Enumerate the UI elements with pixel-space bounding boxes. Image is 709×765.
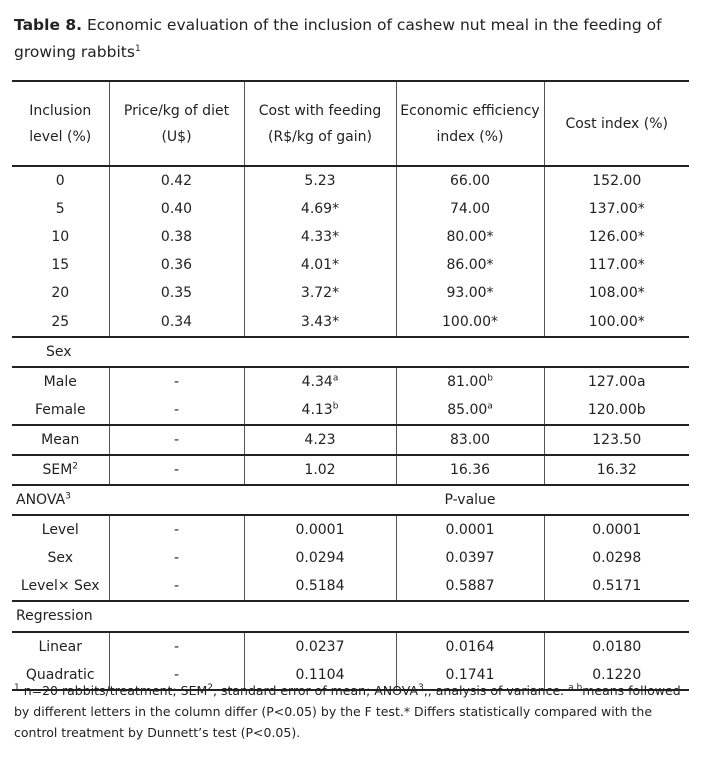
caption-text: Economic evaluation of the inclusion of cashew nut meal in the feeding of growing rabbits [14, 16, 662, 61]
cell-cost-sup: b [332, 401, 339, 412]
section-label-sex-text: Sex [46, 343, 72, 360]
cell-efficiency: 83.00 [396, 425, 544, 455]
cell-index: 127.00a [544, 367, 689, 396]
cell-efficiency: 80.00* [396, 223, 544, 251]
cell-price: 0.38 [109, 223, 244, 251]
table-row-male [12, 367, 689, 396]
cell-efficiency [396, 367, 544, 396]
cell-efficiency-value: 81.00 [447, 373, 488, 390]
cell-label: Level [12, 515, 109, 544]
cell-cost: 0.0237 [244, 632, 396, 661]
cell-efficiency: 93.00* [396, 279, 544, 307]
cell-cost: 4.69* [244, 195, 396, 223]
cell-efficiency: 0.0164 [396, 632, 544, 661]
cell-index: 0.0298 [544, 544, 689, 572]
cell-label-text: SEM [42, 461, 73, 478]
cell-efficiency: 0.0001 [396, 515, 544, 544]
cell-price: - [109, 425, 244, 455]
cell-index: 108.00* [544, 279, 689, 307]
section-label-anova [12, 485, 396, 515]
cell-label: Male [12, 367, 109, 396]
cell-index: 100.00* [544, 307, 689, 336]
section-label-anova-sup: 3 [65, 491, 71, 502]
cell-cost: 0.5184 [244, 572, 396, 601]
cell-label: Female [34, 401, 86, 418]
header-price: Price/kg of diet (U$) [109, 81, 244, 166]
cell-price: 0.34 [109, 307, 244, 336]
section-label-regression: Regression [12, 601, 689, 631]
cell-price: - [109, 396, 244, 425]
cell-label: Level× Sex [20, 578, 100, 595]
cell-price: 0.42 [109, 166, 244, 195]
cell-index: 0.1220 [544, 661, 689, 690]
cell-price: 0.36 [109, 251, 244, 279]
cell-price: - [109, 515, 244, 544]
cell-cost: 3.72* [244, 279, 396, 307]
cell-cost: 4.01* [244, 251, 396, 279]
table-row [12, 544, 689, 572]
table-row-female [12, 396, 689, 425]
table-footnote [14, 680, 694, 743]
footnote-mark-3: 3 [418, 682, 424, 693]
cell-cost-sup: a [332, 373, 339, 384]
cell-level: 20 [51, 285, 70, 302]
header-inclusion-level: Inclusion level (%) [12, 81, 109, 166]
cell-cost: 4.23 [244, 425, 396, 455]
table-label: Table 8. [14, 16, 83, 34]
cell-index: 16.32 [544, 455, 689, 485]
cell-efficiency: 0.1741 [396, 661, 544, 690]
table-row [12, 515, 689, 544]
footnote-text-3: ,, analysis of variance. [423, 683, 569, 698]
cell-index: 123.50 [544, 425, 689, 455]
cell-label [12, 455, 109, 485]
cell-index: 117.00* [544, 251, 689, 279]
table-row [12, 279, 689, 307]
cell-cost [244, 396, 396, 425]
header-row [12, 81, 689, 166]
cell-efficiency-sup: b [487, 373, 493, 384]
footnote-mark-4: a,b [568, 682, 583, 693]
section-label-sex [12, 337, 689, 367]
cell-price: - [109, 632, 244, 661]
table-caption [14, 12, 694, 66]
caption-footnote-mark: 1 [134, 43, 141, 54]
cell-efficiency: 86.00* [396, 251, 544, 279]
cell-cost: 0.0001 [244, 515, 396, 544]
cell-efficiency: 66.00 [396, 166, 544, 195]
header-economic-efficiency: Economic efficiency index (%) [396, 81, 544, 166]
cell-price: - [109, 661, 244, 690]
cell-efficiency-sup: a [487, 401, 493, 412]
cell-cost: 0.0294 [244, 544, 396, 572]
cell-index: 152.00 [544, 166, 689, 195]
cell-price: - [109, 455, 244, 485]
cell-price: - [109, 572, 244, 601]
cell-efficiency: 0.0397 [396, 544, 544, 572]
cell-index: 0.0180 [544, 632, 689, 661]
table-row [12, 307, 689, 336]
cell-cost: 0.1104 [244, 661, 396, 690]
regression-section-row [12, 601, 689, 631]
header-cost-index: Cost index (%) [544, 81, 689, 166]
table-row [12, 251, 689, 279]
cell-efficiency-value: 85.00 [447, 401, 488, 418]
footnote-mark-2: 2 [207, 682, 213, 693]
table-row [12, 166, 689, 195]
footnote-text-4: means followed by different letters in the column differ (P<0.05) by the F test.* Differs statistically compared with the control treatment by Dunnett’s test (P<0.05). [14, 683, 681, 740]
table-row-mean [12, 425, 689, 455]
cell-level: 0 [55, 173, 65, 190]
cell-level: 25 [51, 313, 70, 330]
footnote-mark-1: 1 [14, 682, 20, 693]
cell-label: Sex [47, 550, 74, 567]
footnote-text-1: n=20 rabbits/treatment; SEM [19, 683, 208, 698]
cell-level: 5 [55, 201, 65, 218]
cell-efficiency: 0.5887 [396, 572, 544, 601]
economic-evaluation-table [12, 80, 689, 691]
header-cost-feeding: Cost with feeding (R$/kg of gain) [244, 81, 396, 166]
cell-index: 0.0001 [544, 515, 689, 544]
cell-label: Mean [12, 425, 109, 455]
anova-section-row [12, 485, 689, 515]
table-row-sem [12, 455, 689, 485]
cell-cost: 3.43* [244, 307, 396, 336]
table-row [12, 195, 689, 223]
cell-label: Linear [12, 632, 109, 661]
cell-cost-value: 4.34 [301, 373, 333, 390]
table-row [12, 632, 689, 661]
table-row [12, 572, 689, 601]
cell-cost [244, 367, 396, 396]
cell-index: 137.00* [544, 195, 689, 223]
cell-index: 0.5171 [544, 572, 689, 601]
cell-label-sup: 2 [72, 461, 79, 472]
cell-efficiency: 16.36 [396, 455, 544, 485]
cell-price: 0.40 [109, 195, 244, 223]
cell-index: 120.00b [544, 396, 689, 425]
cell-efficiency: 100.00* [396, 307, 544, 336]
cell-level: 10 [51, 229, 70, 246]
pvalue-label: P-value [396, 485, 544, 515]
cell-price: 0.35 [109, 279, 244, 307]
cell-index: 126.00* [544, 223, 689, 251]
cell-cost: 5.23 [244, 166, 396, 195]
cell-price: - [109, 544, 244, 572]
footnote-text-2: , standard error of mean; ANOVA [213, 683, 419, 698]
cell-cost-value: 4.13 [301, 401, 333, 418]
section-label-anova-text: ANOVA [16, 492, 66, 509]
cell-level: 15 [51, 257, 70, 274]
empty-cell [544, 485, 689, 515]
sex-section-row [12, 337, 689, 367]
cell-efficiency [396, 396, 544, 425]
cell-cost: 1.02 [244, 455, 396, 485]
cell-label: Quadratic [12, 661, 109, 690]
cell-efficiency: 74.00 [396, 195, 544, 223]
table-row [12, 223, 689, 251]
cell-price: - [109, 367, 244, 396]
cell-cost: 4.33* [244, 223, 396, 251]
